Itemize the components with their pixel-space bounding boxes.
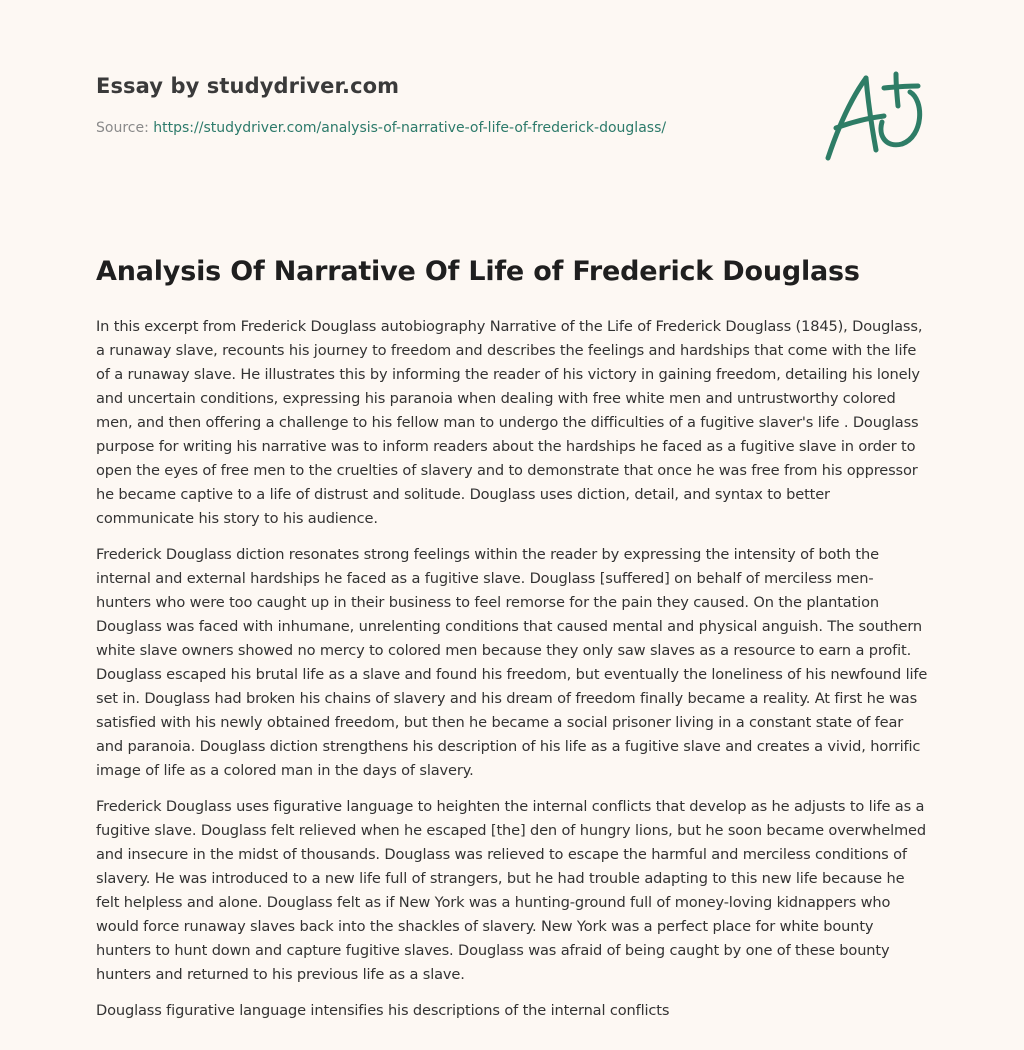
essay-paragraph: Douglass figurative language intensifies his descriptions of the internal conflicts xyxy=(96,1002,670,1019)
site-brand: Essay by studydriver.com xyxy=(96,74,400,98)
essay-paragraph: In this excerpt from Frederick Douglass autobiography Narrative of the Life of Frederick Douglass (1845), Douglass, a runaway slave, recounts his journey to freedom and describes the feelings and hardships that come with the life of a runaway slave. He illustrates this by informing the reader of his victory in gaining freedom, detailing his lonely and uncertain conditions, expressing his paranoia when dealing with free white men and untrustworthy colored men, and then offering a challenge to his fellow man to undergo the difficulties of a fugitive slaver's life . Douglass purpose for writing his narrative was to inform readers about the hardships he faced as a fugitive slave in order to open the eyes of free men to the cruelties of slavery and to demonstrate that once he was free from his oppressor he became captive to a life of distrust and solitude. Douglass uses diction, detail, and syntax to better communicate his story to his audience. xyxy=(96,318,923,527)
essay-title: Analysis Of Narrative Of Life of Frederick Douglass xyxy=(96,256,860,287)
source-label: Source: xyxy=(96,120,154,136)
essay-header xyxy=(96,74,796,136)
source-line xyxy=(96,120,796,136)
essay-paragraph: Frederick Douglass diction resonates strong feelings within the reader by expressing the intensity of both the internal and external hardships he faced as a fugitive slave. Douglass [suffered] on behalf of merciless men-hunters who were too caught up in their business to feel remorse for the pain they caused. On the plantation Douglass was faced with inhumane, unrelenting conditions that caused mental and physical anguish. The southern white slave owners showed no mercy to colored men because they only saw slaves as a resource to earn a profit. Douglass escaped his brutal life as a slave and found his freedom, but eventually the loneliness of his newfound life set in. Douglass had broken his chains of slavery and his dream of freedom finally became a reality. At first he was satisfied with his newly obtained freedom, but then he became a social prisoner living in a constant state of fear and paranoia. Douglass diction strengthens his description of his life as a fugitive slave and creates a vivid, horrific image of life as a colored man in the days of slavery. xyxy=(96,546,928,779)
source-link[interactable]: https://studydriver.com/analysis-of-narrative-of-life-of-frederick-douglass/ xyxy=(153,120,667,136)
a-plus-logo-icon xyxy=(820,66,930,166)
essay-paragraph: Frederick Douglass uses figurative language to heighten the internal conflicts that develop as he adjusts to life as a fugitive slave. Douglass felt relieved when he escaped [the] den of hungry lions, but he soon became overwhelmed and insecure in the midst of thousands. Douglass was relieved to escape the harmful and merciless conditions of slavery. He was introduced to a new life full of strangers, but he had trouble adapting to this new life because he felt helpless and alone. Douglass felt as if New York was a hunting-ground full of money-loving kidnappers who would force runaway slaves back into the shackles of slavery. New York was a perfect place for white bounty hunters to hunt down and capture fugitive slaves. Douglass was afraid of being caught by one of these bounty hunters and returned to his previous life as a slave. xyxy=(96,798,926,983)
essay-body xyxy=(96,315,928,1035)
